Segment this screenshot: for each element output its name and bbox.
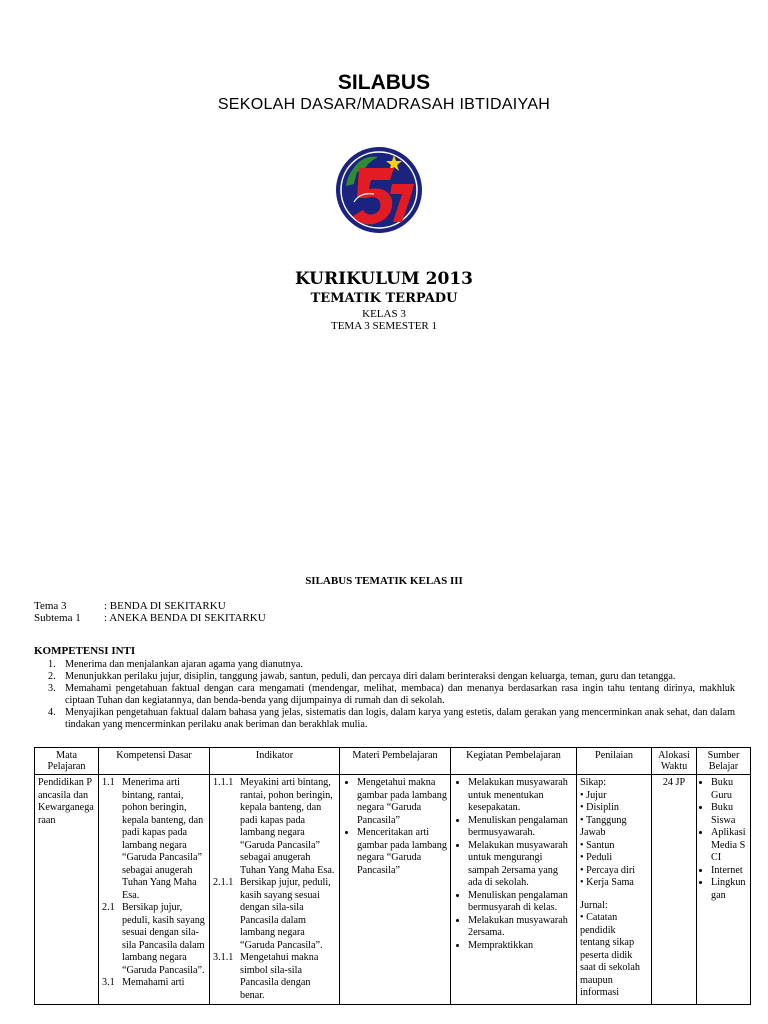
subtheme-value: : ANEKA BENDA DI SEKITARKU: [104, 612, 266, 624]
assessment-cell: [577, 775, 652, 1005]
indicator-cell: [210, 775, 340, 1005]
list-item: • Peduli: [580, 852, 648, 865]
column-header: Indikator: [210, 748, 340, 775]
subtheme-label: Subtema 1: [34, 612, 81, 624]
column-header: Mata Pelajaran: [35, 748, 99, 775]
list-item: 3.1.1 Mengetahui makna simbol sila-sila Pancasila dengan benar.: [213, 952, 319, 1001]
basic-competency-cell: [99, 775, 210, 1005]
list-item: • Buku Siswa: [711, 802, 747, 827]
list-item: 1.1 Menerima arti bintang, rantai, pohon beringin, kepala banteng, dan padi kapas pada lambang negara “Garuda Pancasila” sebagai anugerah Tuhan Yang Maha Esa.: [102, 777, 204, 901]
list-item: • Menuliskan pengalaman bermusyarah di kelas.: [468, 890, 573, 915]
table-header-row: [35, 748, 751, 775]
document-title: SILABUS: [337, 71, 431, 94]
class-label: KELAS 3: [362, 308, 406, 320]
list-item: • Disiplin: [580, 802, 648, 815]
theme-value: : BENDA DI SEKITARKU: [104, 600, 226, 612]
list-item: • Menuliskan pengalaman bermusyawarah.: [468, 815, 573, 840]
syllabus-section-title: SILABUS TEMATIK KELAS III: [305, 575, 463, 587]
column-header: Kegiatan Pembelajaran: [451, 748, 577, 775]
list-item: • Mengetahui makna gambar pada lambang negara “Garuda Pancasila”: [357, 777, 447, 827]
attitude-label: Sikap:: [580, 777, 607, 788]
theme-label: Tema 3: [34, 600, 67, 612]
column-header: Kompetensi Dasar: [99, 748, 210, 775]
list-item: • Percaya diri: [580, 865, 648, 878]
list-item: • Santun: [580, 840, 648, 853]
list-item: 3.1 Memahami arti: [102, 977, 185, 988]
list-item: 1.1.1 Meyakini arti bintang, rantai, pohon beringin, kepala banteng, dan padi kapas pada lambang negara “Garuda Pancasila” sebagai anugerah Tuhan Yang Maha Esa.: [213, 777, 335, 876]
list-item: • Melakukan musyawarah untuk mengurangi sampah 2ersama yang ada di sekolah.: [468, 840, 573, 890]
column-header: Penilaian: [577, 748, 652, 775]
school-emblem-57-icon: [330, 140, 428, 240]
core-competency-list: [34, 659, 735, 731]
list-item: • Jujur: [580, 790, 648, 803]
thematic-heading: TEMATIK TERPADU: [310, 291, 458, 306]
list-item: • Tanggung Jawab: [580, 815, 648, 840]
table-row: [35, 775, 751, 1005]
list-item: 3. Memahami pengetahuan faktual dengan cara mengamati (mendengar, melihat, membaca) dan menanya berdasarkan rasa ingin tahu tentang dirinya, makhluk ciptaan Tuhan dan kegiatannya, dan benda-benda yang dijumpainya di rumah dan di sekolah.: [48, 683, 735, 706]
list-item: • Melakukan musyawarah untuk menentukan kesepakatan.: [468, 777, 573, 815]
list-item: 2.1 Bersikap jujur, peduli, kasih sayang sesuai dengan sila-sila Pancasila dalam lambang negara “Garuda Pancasila”.: [102, 902, 205, 976]
column-header: Materi Pembelajaran: [340, 748, 451, 775]
core-competency-heading: KOMPETENSI INTI: [34, 645, 136, 657]
theme-semester-label: TEMA 3 SEMESTER 1: [330, 320, 438, 332]
document-subtitle: SEKOLAH DASAR/MADRASAH IBTIDAIYAH: [217, 96, 551, 113]
material-cell: [340, 775, 451, 1005]
journal-label: Jurnal:: [580, 899, 608, 911]
list-item: • Melakukan musyawarah 2ersama.: [468, 915, 573, 940]
column-header: Alokasi Waktu: [652, 748, 697, 775]
subject-cell: Pendidikan Pancasila dan Kewarganegaraan: [35, 775, 99, 1005]
syllabus-table: [34, 747, 751, 1005]
list-item: 2. Menunjukkan perilaku jujur, disiplin, tanggung jawab, santun, peduli, dan percaya diri dalam berinteraksi dengan keluarga, teman, guru dan tetangga.: [48, 671, 676, 682]
column-header: Sumber Belajar: [697, 748, 751, 775]
list-item: 1. Menerima dan menjalankan ajaran agama yang dianutnya.: [48, 659, 303, 670]
curriculum-heading: KURIKULUM 2013: [295, 269, 473, 289]
list-item: • Kerja Sama: [580, 877, 648, 890]
list-item: 2.1.1 Bersikap jujur, peduli, kasih sayang sesuai dengan sila-sila Pancasila dalam lambang negara “Garuda Pancasila”.: [213, 877, 331, 951]
learning-source-cell: [697, 775, 751, 1005]
list-item: • Menceritakan arti gambar pada lambang negara “Garuda Pancasila”: [357, 827, 447, 877]
time-allocation-cell: 24 JP: [652, 775, 697, 1005]
list-item: • Catatan pendidik tentang sikap peserta didik saat di sekolah maupun informasi: [580, 912, 648, 1000]
learning-activity-cell: [451, 775, 577, 1005]
list-item: • Lingkungan: [711, 877, 747, 902]
list-item: • Aplikasi Media SCI: [711, 827, 747, 865]
list-item: • Buku Guru: [711, 777, 747, 802]
list-item: • Internet: [711, 865, 747, 878]
list-item: • Mempraktikkan: [468, 940, 573, 953]
list-item: 4. Menyajikan pengetahuan faktual dalam bahasa yang jelas, sistematis dan logis, dalam karya yang estetis, dalam gerakan yang mencerminkan anak sehat, dan dalam tindakan yang mencerminkan perilaku anak beriman dan berakhlak mulia.: [48, 707, 735, 730]
